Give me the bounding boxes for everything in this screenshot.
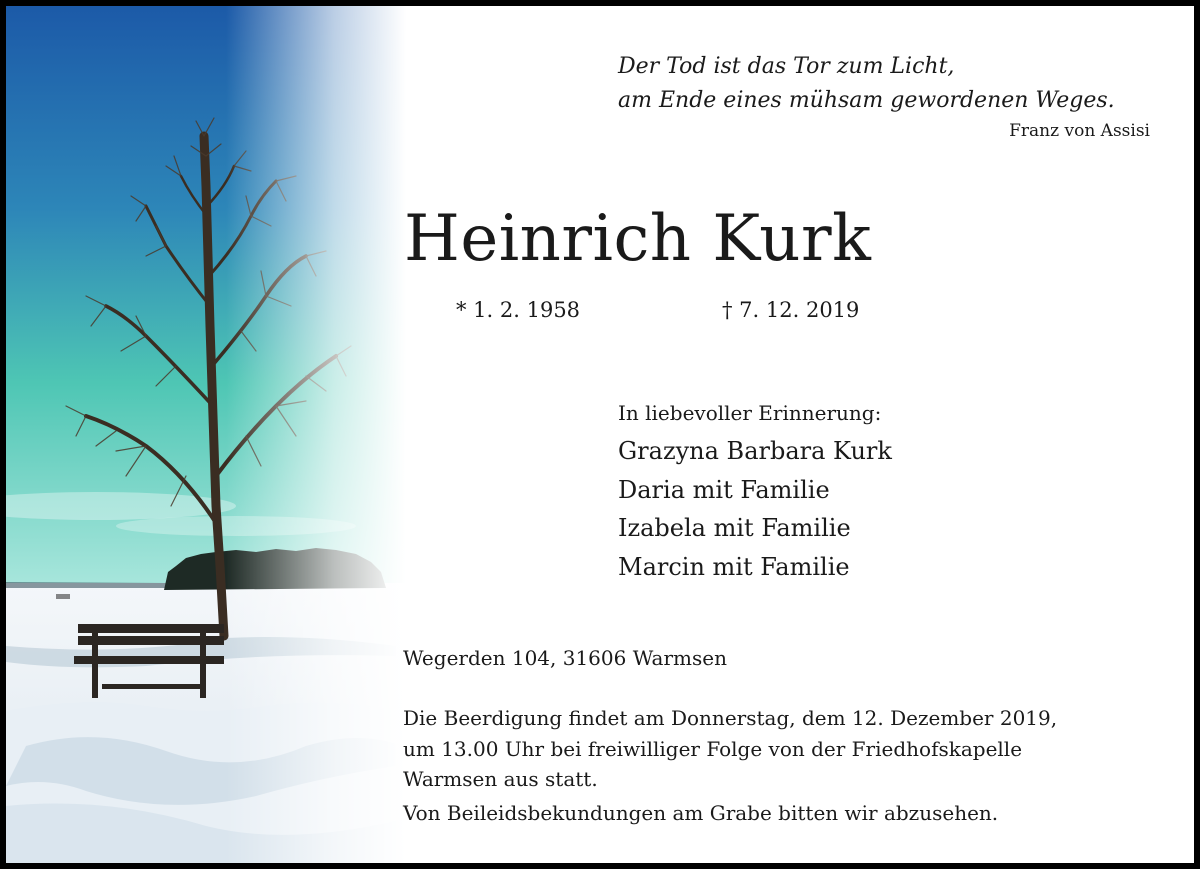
mourners-intro: In liebevoller Erinnerung:: [618, 401, 882, 425]
mourner-name: Izabela mit Familie: [618, 514, 851, 542]
condolence-note: Von Beileidsbekundungen am Grabe bitten wir abzusehen.: [403, 801, 999, 825]
mourner-name: Marcin mit Familie: [618, 552, 850, 581]
winter-landscape-photo: [6, 6, 406, 869]
winter-tree-bench-image: [6, 6, 406, 869]
birth-date: * 1. 2. 1958: [456, 298, 581, 322]
deceased-name: Heinrich Kurk: [404, 202, 872, 276]
funeral-line: um 13.00 Uhr bei freiwilliger Folge von der Friedhofskapelle: [403, 736, 1023, 761]
death-date: † 7. 12. 2019: [722, 298, 860, 322]
mourners-block: [618, 400, 892, 586]
quote-line: am Ende eines mühsam gewordenen Weges.: [618, 88, 1115, 113]
memorial-quote: [618, 50, 1115, 118]
family-address: Wegerden 104, 31606 Warmsen: [403, 646, 727, 670]
funeral-line: Warmsen aus statt.: [403, 767, 598, 791]
funeral-line: Die Beerdigung findet am Donnerstag, dem 12. Dezember 2019,: [403, 706, 1058, 730]
funeral-details: [403, 703, 1057, 795]
mourner-name: Grazyna Barbara Kurk: [618, 437, 892, 465]
quote-author: Franz von Assisi: [1009, 121, 1150, 141]
quote-line: Der Tod ist das Tor zum Licht,: [618, 54, 955, 79]
mourner-name: Daria mit Familie: [618, 475, 830, 504]
